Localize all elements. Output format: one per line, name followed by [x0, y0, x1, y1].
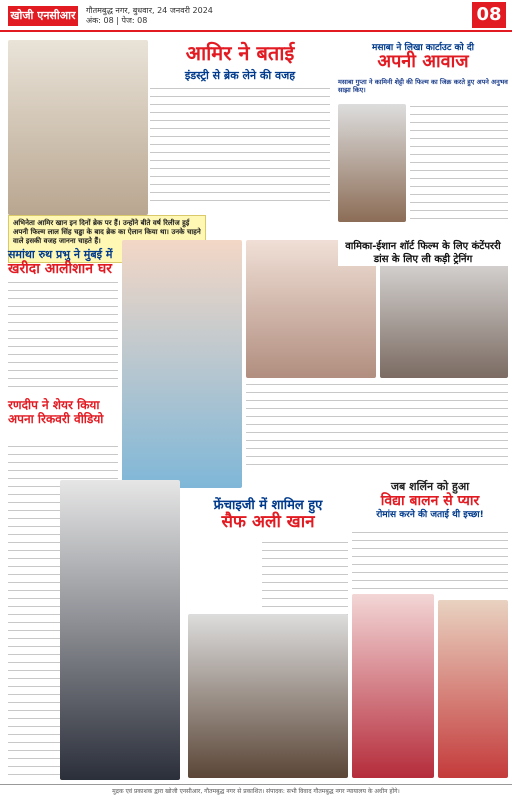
edition: अंक: 08 | पेज: 08 [86, 16, 148, 25]
aamir-title: आमिर ने बताई [185, 41, 295, 65]
masthead [0, 0, 512, 32]
footer: मुद्रक एवं प्रकाशक द्वारा खोजी एनसीआर, गौतमबुद्ध नगर से प्रकाशित। संपादक: सभी विवाद गौतमबुद्ध नगर न्यायालय के अधीन होंगे। [0, 784, 512, 800]
brand-logo: खोजी एनसीआर [8, 6, 78, 26]
sharleen-title-line3: रोमांस करने की जताई थी इच्छा! [376, 510, 484, 520]
randeep-photo [60, 480, 180, 780]
saif-photo [188, 614, 348, 778]
masaba-kicker: मसाबा ने लिखा कार्टाउट को दी [372, 43, 474, 53]
samantha-photo [122, 240, 242, 488]
saif-title [188, 498, 348, 530]
sharleen-title [352, 480, 508, 522]
aamir-subtitle: इंडस्ट्री से ब्रेक लेने की वजह [184, 69, 296, 82]
wamika-title: वामिका-ईशान शॉर्ट फिल्म के लिए कंटेंपररी डांस के लिए ली कड़ी ट्रेनिंग [338, 240, 508, 266]
aamir-body-text [150, 86, 330, 206]
page-number: 08 [472, 2, 506, 28]
samantha-title-line2: खरीदा आलीशान घर [8, 261, 112, 277]
sharleen-title-line1: जब शर्लिन को हुआ [390, 480, 470, 493]
sharleen-body-text [352, 530, 508, 590]
wamika-body-text [246, 382, 508, 472]
sharleen-photo [352, 594, 434, 778]
samantha-body-text [8, 280, 118, 388]
randeep-title: रणदीप ने शेयर किया अपना रिकवरी वीडियो [8, 398, 104, 426]
dateline [86, 6, 213, 26]
saif-title-line1: फ्रेंचाइजी में शामिल हुए [213, 498, 323, 513]
masaba-title: अपनी आवाज [377, 51, 469, 72]
masaba-body-text [410, 104, 508, 222]
aamir-caption: अभिनेता आमिर खान इन दिनों ब्रेक पर हैं। उन्होंने बीते वर्ष रिलीज हुई अपनी फिल्म लाल सिंह चड्ढा के बाद ब्रेक का ऐलान किया था। उनके चाहने वाले इसकी वजह जानना चाहते हैं। [8, 215, 206, 263]
samantha-title-line1: समांथा रुथ प्रभु ने मुंबई में [8, 248, 113, 261]
aamir-photo [8, 40, 148, 215]
date: गौतमबुद्ध नगर, बुधवार, 24 जनवरी 2024 [86, 6, 213, 15]
masaba-lead: मसाबा गुप्ता ने कामिनी शेट्टी की फिल्म का जिक्र करते हुए अपने अनुभव साझा किए। [338, 78, 508, 94]
saif-title-line2: सैफ अली खान [221, 512, 315, 532]
masaba-photo [338, 104, 406, 222]
vidya-photo [438, 600, 508, 778]
sharleen-title-line2: विद्या बालन से प्यार [380, 493, 480, 509]
